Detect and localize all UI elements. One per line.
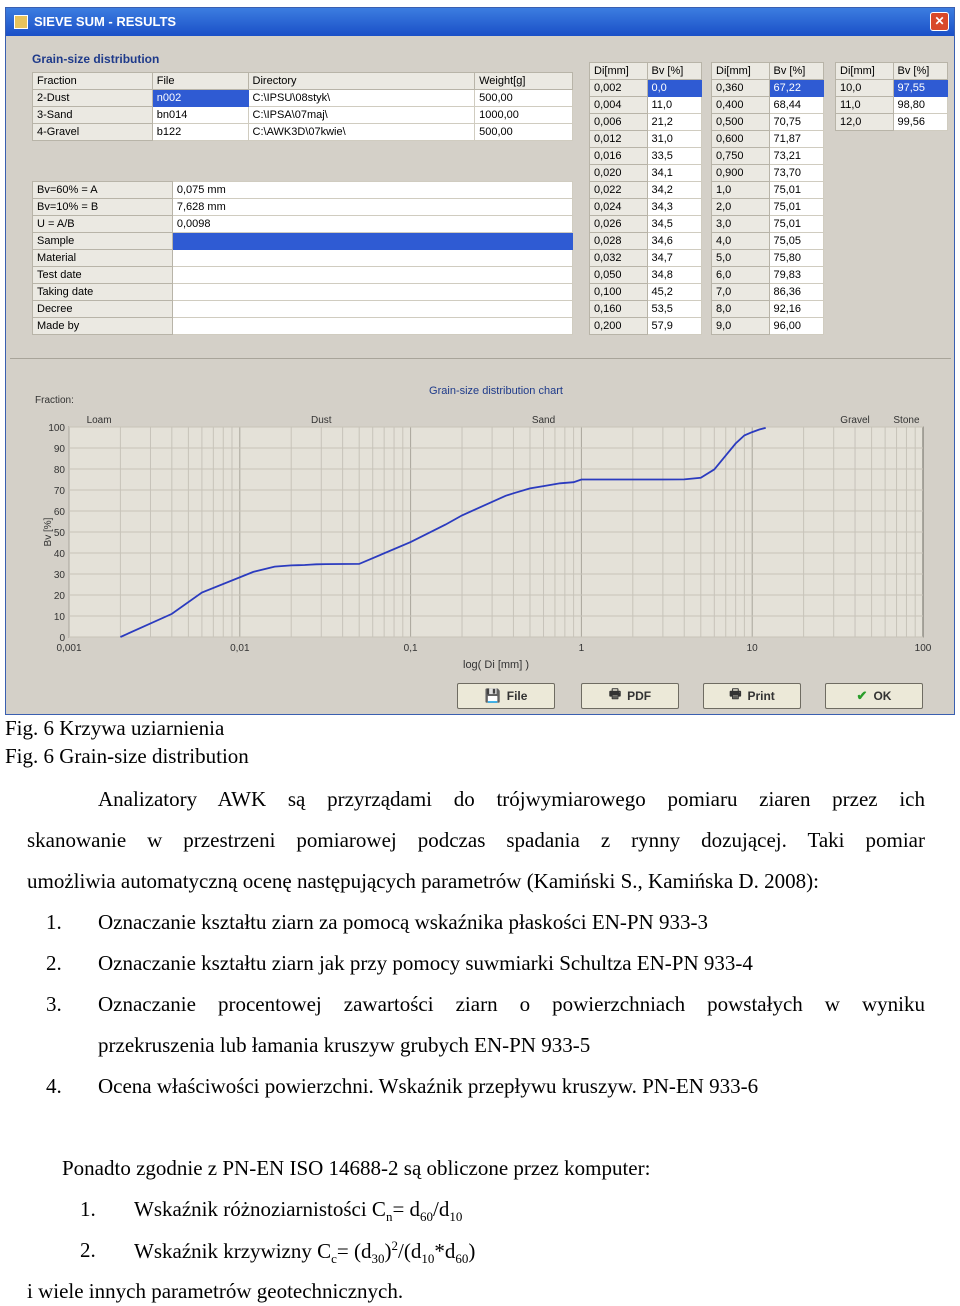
sieve-header-diameter: Di[mm]: [836, 63, 894, 80]
formula-sub: c: [331, 1251, 337, 1267]
x-tick-label: 10: [746, 643, 758, 654]
sieve-header-diameter: Di[mm]: [712, 63, 770, 80]
table-row[interactable]: [836, 114, 948, 131]
sieve-diameter-cell: 12,0: [836, 114, 894, 131]
chart-area: [10, 358, 951, 684]
files-cell-selected[interactable]: n002: [152, 90, 248, 107]
table-row[interactable]: [712, 250, 824, 267]
formula-text: ): [384, 1239, 392, 1263]
formula-number: 1.: [80, 1197, 96, 1221]
sieve-diameter-cell: 11,0: [836, 97, 894, 114]
x-tick-label: 0,01: [230, 643, 250, 654]
sieve-passing-cell: 11,0: [647, 97, 702, 114]
table-row: [33, 216, 573, 233]
files-cell: b122: [152, 124, 248, 141]
figure-caption-pl: Fig. 6 Krzywa uziarnienia: [5, 716, 225, 740]
sieve-diameter-cell: 0,100: [590, 284, 648, 301]
sieve-diameter-cell: 0,600: [712, 131, 770, 148]
files-table: [32, 72, 573, 141]
app-icon: [14, 15, 28, 29]
table-row[interactable]: [712, 165, 824, 182]
sieve-diameter-cell: 0,500: [712, 114, 770, 131]
formula-text: ): [468, 1239, 476, 1263]
sieve-passing-cell: 75,05: [769, 233, 824, 250]
sieve-header-diameter: Di[mm]: [590, 63, 648, 80]
sieve-passing-cell: 33,5: [647, 148, 702, 165]
formula-text: *d: [434, 1239, 456, 1263]
y-tick-label: 20: [53, 591, 65, 602]
sieve-diameter-cell: 0,020: [590, 165, 648, 182]
table-row[interactable]: [590, 250, 702, 267]
sieve-diameter-cell: 0,032: [590, 250, 648, 267]
files-cell: 4-Gravel: [33, 124, 153, 141]
pdf-icon: 🖶: [608, 686, 622, 701]
x-tick-label: 100: [914, 643, 932, 654]
table-row[interactable]: [33, 301, 573, 318]
files-cell: bn014: [152, 107, 248, 124]
table-row[interactable]: [590, 97, 702, 114]
sieve-passing-cell: 71,87: [769, 131, 824, 148]
param-label: Decree: [33, 301, 173, 318]
formula-sub: 10: [449, 1209, 463, 1225]
files-cell: C:\IPSA\07maj\: [248, 107, 475, 124]
sieve-header-passing: Bv [%]: [647, 63, 702, 80]
sieve-passing-cell: 57,9: [647, 318, 702, 335]
sieve-passing-cell: 75,80: [769, 250, 824, 267]
sieve-passing-cell: 99,56: [893, 114, 948, 131]
sieve-diameter-cell: 10,0: [836, 80, 894, 97]
sieve-diameter-cell: 0,026: [590, 216, 648, 233]
window-title: SIEVE SUM - RESULTS: [34, 14, 177, 29]
title-bar[interactable]: [6, 8, 954, 36]
close-icon: ✕: [934, 14, 945, 28]
sieve-diameter-cell: 0,024: [590, 199, 648, 216]
section-title: Grain-size distribution: [32, 52, 160, 66]
sieve-diameter-cell: 9,0: [712, 318, 770, 335]
table-row[interactable]: [590, 267, 702, 284]
sieve-diameter-cell: 0,400: [712, 97, 770, 114]
table-row[interactable]: [712, 148, 824, 165]
pdf-button[interactable]: [581, 683, 679, 709]
sieve-passing-cell: 68,44: [769, 97, 824, 114]
sieve-diameter-cell: 0,022: [590, 182, 648, 199]
sieve-passing-cell: 75,01: [769, 182, 824, 199]
sieve-passing-cell: 86,36: [769, 284, 824, 301]
y-tick-label: 100: [48, 423, 65, 434]
table-row[interactable]: [33, 318, 573, 335]
sieve-passing-cell: 98,80: [893, 97, 948, 114]
list-item: Oznaczanie kształtu ziarn jak przy pomocy suwmiarki Schultza EN-PN 933-4: [98, 951, 753, 975]
table-row[interactable]: [712, 97, 824, 114]
sieve-diameter-cell: 0,006: [590, 114, 648, 131]
corner-label: Fraction:: [35, 395, 74, 406]
sieve-passing-cell: 97,55: [893, 80, 948, 97]
formula-text: = (d: [336, 1239, 372, 1263]
y-tick-label: 30: [53, 570, 65, 581]
decree-input[interactable]: [172, 301, 572, 318]
sieve-passing-cell: 0,0: [647, 80, 702, 97]
param-label: Bv=60% = A: [33, 182, 173, 199]
formula-curvature: [134, 1238, 475, 1267]
print-button-label: Print: [747, 689, 775, 703]
list-item: Oznaczanie procentowej zawartości ziarn o powierzchniach powstałych w wyniku: [98, 992, 925, 1016]
zone-label: Sand: [531, 415, 556, 426]
y-tick-label: 70: [53, 486, 65, 497]
formula-sub: 10: [421, 1251, 435, 1267]
sieve-passing-cell: 92,16: [769, 301, 824, 318]
files-header-fraction: Fraction: [33, 73, 153, 90]
sieve-diameter-cell: 0,360: [712, 80, 770, 97]
y-tick-label: 40: [53, 549, 65, 560]
table-row[interactable]: [590, 284, 702, 301]
sieve-diameter-cell: 4,0: [712, 233, 770, 250]
pdf-button-label: PDF: [627, 689, 652, 703]
sieve-passing-cell: 34,8: [647, 267, 702, 284]
sample-input[interactable]: [172, 233, 572, 250]
files-cell: 500,00: [475, 90, 573, 107]
sieve-diameter-cell: 1,0: [712, 182, 770, 199]
files-cell: 500,00: [475, 124, 573, 141]
list-number: 1.: [46, 910, 62, 934]
param-value: 0,075 mm: [172, 182, 572, 199]
formula-text: /d: [433, 1197, 450, 1221]
taking-date-input[interactable]: [172, 284, 572, 301]
table-row[interactable]: [712, 114, 824, 131]
formula-number: 2.: [80, 1238, 96, 1262]
sieve-passing-cell: 34,1: [647, 165, 702, 182]
files-cell: 1000,00: [475, 107, 573, 124]
check-icon: ✔: [856, 688, 868, 703]
sieve-passing-cell: 34,6: [647, 233, 702, 250]
formula-sup: 2: [391, 1238, 398, 1253]
table-row[interactable]: [590, 318, 702, 335]
sieve-diameter-cell: 0,004: [590, 97, 648, 114]
sieve-diameter-cell: 0,002: [590, 80, 648, 97]
sieve-sum-window: [5, 7, 955, 715]
table-row[interactable]: [712, 199, 824, 216]
sieve-passing-cell: 31,0: [647, 131, 702, 148]
table-row[interactable]: [590, 182, 702, 199]
parameters-table: [32, 181, 573, 335]
sieve-diameter-cell: 7,0: [712, 284, 770, 301]
formula-text: Wskaźnik krzywizny C: [134, 1239, 332, 1263]
ok-button-label: OK: [873, 689, 892, 703]
sieve-passing-cell: 53,5: [647, 301, 702, 318]
sieve-passing-cell: 75,01: [769, 199, 824, 216]
table-row[interactable]: [33, 124, 573, 141]
ok-button[interactable]: [825, 683, 923, 709]
sieve-diameter-cell: 0,160: [590, 301, 648, 318]
y-tick-label: 0: [59, 633, 65, 644]
sieve-diameter-cell: 2,0: [712, 199, 770, 216]
sieve-table-1: [589, 62, 702, 335]
zone-label: Dust: [311, 415, 332, 426]
param-label: U = A/B: [33, 216, 173, 233]
table-row[interactable]: [33, 267, 573, 284]
test-date-input[interactable]: [172, 267, 572, 284]
table-row[interactable]: [33, 284, 573, 301]
files-cell: C:\IPSU\08styk\: [248, 90, 475, 107]
sieve-diameter-cell: 6,0: [712, 267, 770, 284]
sieve-passing-cell: 34,7: [647, 250, 702, 267]
y-tick-label: 10: [53, 612, 65, 623]
x-tick-label: 0,1: [403, 643, 418, 654]
figure-caption-en: Fig. 6 Grain-size distribution: [5, 744, 249, 768]
sieve-passing-cell: 73,21: [769, 148, 824, 165]
print-button[interactable]: [703, 683, 801, 709]
sieve-passing-cell: 67,22: [769, 80, 824, 97]
formula-sub: 60: [420, 1209, 434, 1225]
table-row[interactable]: [712, 267, 824, 284]
table-row[interactable]: [836, 97, 948, 114]
paragraph-line: i wiele innych parametrów geotechnicznych.: [27, 1279, 404, 1303]
table-row[interactable]: [712, 318, 824, 335]
x-tick-label: 0,001: [56, 643, 82, 654]
y-tick-label: 60: [53, 507, 65, 518]
sieve-header-passing: Bv [%]: [769, 63, 824, 80]
made-by-input[interactable]: [172, 318, 572, 335]
file-button[interactable]: [457, 683, 555, 709]
sieve-diameter-cell: 0,900: [712, 165, 770, 182]
table-row[interactable]: [836, 80, 948, 97]
table-row[interactable]: [712, 233, 824, 250]
table-row[interactable]: [712, 216, 824, 233]
table-row: [33, 199, 573, 216]
sieve-passing-cell: 45,2: [647, 284, 702, 301]
param-value: 0,0098: [172, 216, 572, 233]
list-number: 3.: [46, 992, 62, 1016]
table-row[interactable]: [712, 284, 824, 301]
table-row[interactable]: [590, 114, 702, 131]
paragraph-line: Ponadto zgodnie z PN-EN ISO 14688-2 są obliczone przez komputer:: [62, 1156, 651, 1180]
sieve-diameter-cell: 0,750: [712, 148, 770, 165]
table-row[interactable]: [590, 233, 702, 250]
button-bar: [6, 681, 954, 714]
sieve-passing-cell: 73,70: [769, 165, 824, 182]
list-number: 4.: [46, 1074, 62, 1098]
table-row[interactable]: [712, 301, 824, 318]
table-row[interactable]: [33, 233, 573, 250]
param-label: Bv=10% = B: [33, 199, 173, 216]
paragraph-line: skanowanie w przestrzeni pomiarowej podczas spadania z rynny dozującej. Taki pomiar: [27, 828, 925, 852]
y-tick-label: 50: [53, 528, 65, 539]
table-row[interactable]: [712, 131, 824, 148]
sieve-diameter-cell: 0,012: [590, 131, 648, 148]
table-row[interactable]: [712, 182, 824, 199]
y-tick-label: 80: [53, 465, 65, 476]
sieve-passing-cell: 34,2: [647, 182, 702, 199]
zone-label: Stone: [893, 415, 920, 426]
x-tick-label: 1: [578, 643, 585, 654]
zone-label: Loam: [86, 415, 112, 426]
table-row[interactable]: [712, 80, 824, 97]
sieve-passing-cell: 79,83: [769, 267, 824, 284]
table-row[interactable]: [33, 90, 573, 107]
chart-title: Grain-size distribution chart: [429, 385, 563, 397]
printer-icon: 🖶: [729, 686, 742, 701]
files-cell: C:\AWK3D\07kwie\: [248, 124, 475, 141]
param-value: 7,628 mm: [172, 199, 572, 216]
sieve-table-3: [835, 62, 948, 131]
table-row[interactable]: [33, 250, 573, 267]
table-row[interactable]: [590, 131, 702, 148]
param-label: Material: [33, 250, 173, 267]
table-row[interactable]: [590, 301, 702, 318]
sieve-passing-cell: 21,2: [647, 114, 702, 131]
formula-sub: 30: [371, 1251, 385, 1267]
sieve-diameter-cell: 5,0: [712, 250, 770, 267]
list-item-continued: przekruszenia lub łamania kruszyw grubych EN-PN 933-5: [98, 1033, 591, 1057]
sieve-diameter-cell: 0,050: [590, 267, 648, 284]
table-row[interactable]: [590, 80, 702, 97]
formula-text: /(d: [398, 1239, 422, 1263]
table-row: [33, 182, 573, 199]
list-item: Oznaczanie kształtu ziarn za pomocą wskaźnika płaskości EN-PN 933-3: [98, 910, 708, 934]
formula-text: Wskaźnik różnoziarnistości C: [134, 1197, 386, 1221]
close-button[interactable]: [930, 12, 949, 31]
formula-sub: n: [385, 1209, 393, 1225]
y-tick-label: 90: [53, 444, 65, 455]
table-row[interactable]: [33, 107, 573, 124]
sieve-table-2: [711, 62, 824, 335]
table-row[interactable]: [590, 165, 702, 182]
formula-text: = d: [392, 1197, 421, 1221]
sieve-passing-cell: 34,5: [647, 216, 702, 233]
paragraph-line: Analizatory AWK są przyrządami do trójwymiarowego pomiaru ziaren przez ich: [98, 787, 925, 811]
files-header-weight: Weight[g]: [475, 73, 573, 90]
material-input[interactable]: [172, 250, 572, 267]
files-header-file: File: [152, 73, 248, 90]
sieve-header-passing: Bv [%]: [893, 63, 948, 80]
files-cell: 2-Dust: [33, 90, 153, 107]
save-icon: 💾: [484, 688, 501, 703]
param-label: Taking date: [33, 284, 173, 301]
formula-uniformity: [134, 1197, 462, 1225]
sieve-passing-cell: 34,3: [647, 199, 702, 216]
files-cell: 3-Sand: [33, 107, 153, 124]
sieve-diameter-cell: 3,0: [712, 216, 770, 233]
list-item: Ocena właściwości powierzchni. Wskaźnik przepływu kruszyw. PN-EN 933-6: [98, 1074, 759, 1098]
grain-size-chart: [10, 359, 951, 682]
results-panel: [10, 40, 951, 356]
table-row[interactable]: [590, 148, 702, 165]
formula-sub: 60: [455, 1251, 469, 1267]
sieve-diameter-cell: 8,0: [712, 301, 770, 318]
list-number: 2.: [46, 951, 62, 975]
param-label: Made by: [33, 318, 173, 335]
sieve-diameter-cell: 0,016: [590, 148, 648, 165]
sieve-passing-cell: 96,00: [769, 318, 824, 335]
param-label: Sample: [33, 233, 173, 250]
sieve-passing-cell: 75,01: [769, 216, 824, 233]
x-axis-label: log( Di [mm] ): [463, 659, 529, 671]
zone-label: Gravel: [840, 415, 870, 426]
sieve-diameter-cell: 0,028: [590, 233, 648, 250]
file-button-label: File: [506, 689, 528, 703]
table-row[interactable]: [590, 199, 702, 216]
y-axis-label: Bv [%]: [43, 517, 54, 547]
paragraph-line: umożliwia automatyczną ocenę następujących parametrów (Kamiński S., Kamińska D. 2008):: [27, 869, 819, 893]
table-row[interactable]: [590, 216, 702, 233]
param-label: Test date: [33, 267, 173, 284]
sieve-passing-cell: 70,75: [769, 114, 824, 131]
files-header-directory: Directory: [248, 73, 475, 90]
sieve-diameter-cell: 0,200: [590, 318, 648, 335]
